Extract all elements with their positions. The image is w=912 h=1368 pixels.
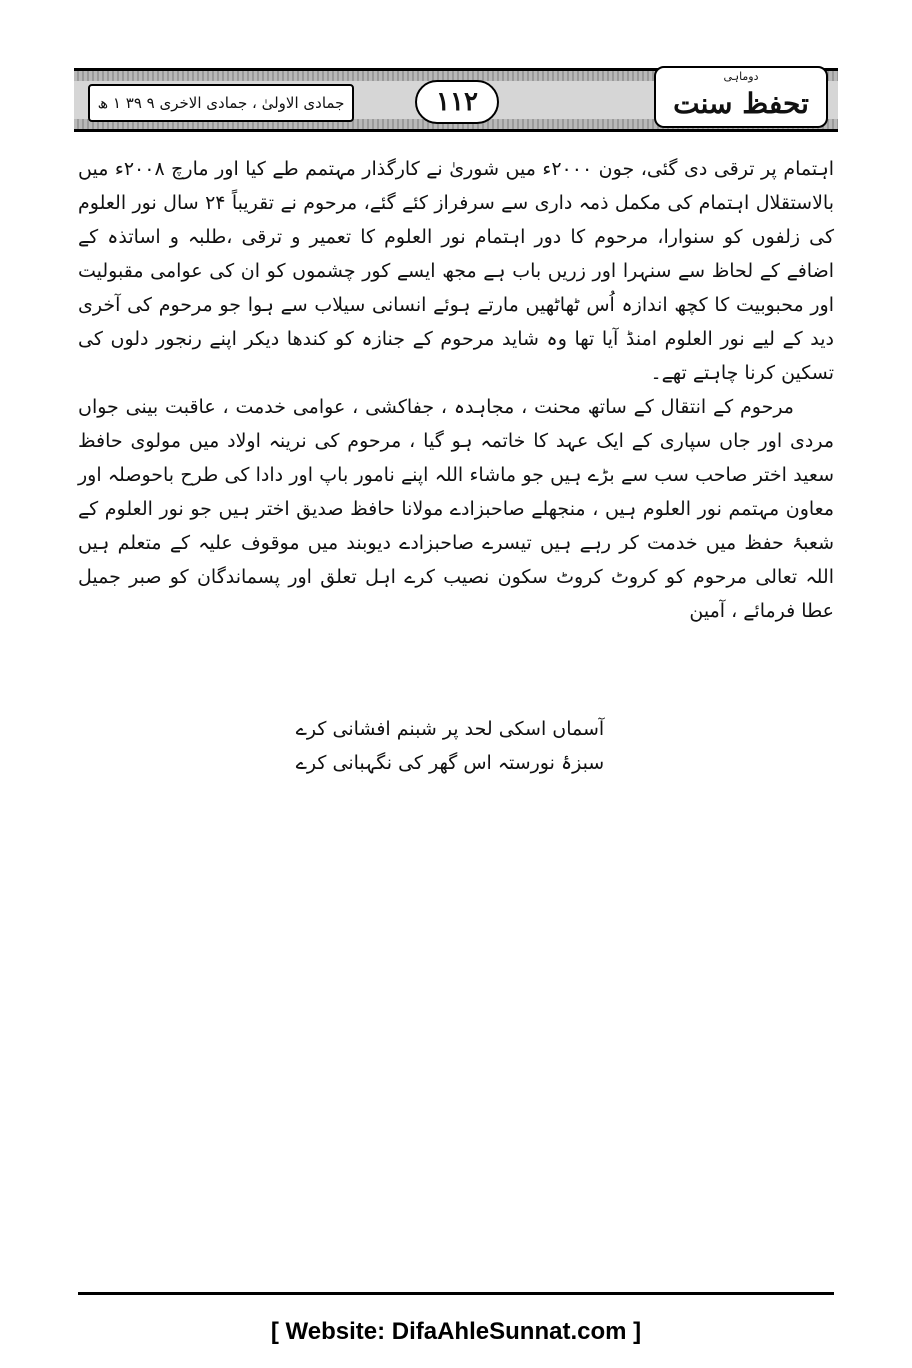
page-number: ۱۱۲ bbox=[415, 80, 499, 124]
article-body bbox=[78, 152, 834, 628]
footer-divider bbox=[78, 1292, 834, 1295]
issue-date: جمادی الاولیٰ ، جمادی الاخری ۹ ۳۹ ۱ ھ bbox=[88, 84, 354, 122]
magazine-title: تحفظ سنت bbox=[673, 87, 809, 120]
website-link[interactable]: [ Website: DifaAhleSunnat.com ] bbox=[270, 1318, 642, 1345]
paragraph-1: اہتمام پر ترقی دی گئی، جون ۲۰۰۰ء میں شوریٰ نے کارگذار مہتمم طے کیا اور مارچ ۲۰۰۸ء میں بالاستقلال اہتمام کی مکمل ذمہ داری سے سرفراز کئے گئے، مرحوم نے تقریباً ۲۴ سال نور العلوم کی زلفوں کو سنوارا، مرحوم کا دور اہتمام نور العلوم کا تعمیر و ترقی ،طلبہ و اساتذہ کے اضافے کے لحاظ سے سنہرا اور زریں باب ہے مجھ ایسے کور چشموں کو ان کی عوامی مقبولیت اور محبوبیت کا کچھ اندازہ اُس ٹھاٹھیں مارتے ہوئے انسانی سیلاب سے ہوا جو مرحوم کی آخری دید کے لیے نور العلوم امنڈ آیا تھا وہ شاید مرحوم کے جنازہ کو کندھا دیکر اپنے رنجور دلوں کی تسکین کرنا چاہتے تھے۔ bbox=[78, 158, 835, 384]
closing-verse bbox=[250, 712, 650, 780]
magazine-logo bbox=[654, 66, 828, 128]
magazine-tag: دوماہی bbox=[723, 70, 759, 83]
verse-line-2: سبزۂ نورستہ اس گھر کی نگہبانی کرے bbox=[295, 752, 605, 774]
verse-line-1: آسماں اسکی لحد پر شبنم افشانی کرے bbox=[295, 718, 605, 740]
paragraph-2: مرحوم کے انتقال کے ساتھ محنت ، مجاہدہ ، جفاکشی ، عوامی خدمت ، عاقبت بینی جواں مردی اور جاں سپاری کے ایک عہد کا خاتمہ ہو گیا ، مرحوم کی نرینہ اولاد میں مولوی حافظ سعید اختر صاحب سب سے بڑے ہیں جو ماشاء اللہ اپنے نامور باپ اور دادا کی طرح باحوصلہ اور معاون مہتمم نور العلوم ہیں ، منجھلے صاحبزادے مولانا حافظ صدیق اختر ہیں جو نور العلوم کے شعبۂ حفظ میں خدمت کر رہے ہیں تیسرے صاحبزادے دیوبند میں موقوف علیہ کے متعلم ہیں اللہ تعالی مرحوم کو کروٹ کروٹ سکون نصیب کرے اہل تعلق اور پسماندگان کو صبر جمیل عطا فرمائے ، آمین bbox=[78, 396, 834, 622]
